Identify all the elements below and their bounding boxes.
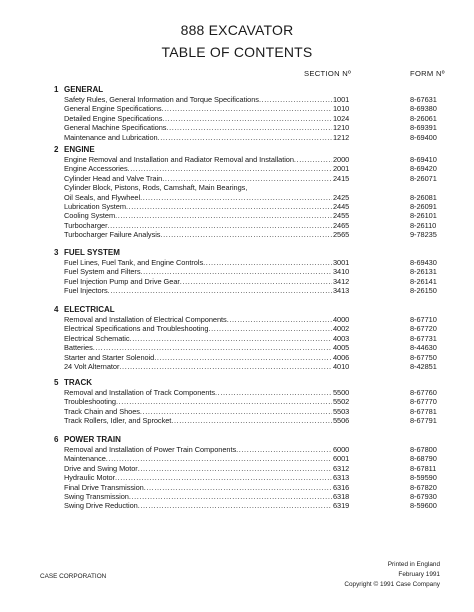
toc-entry — [64, 416, 444, 426]
entry-form-number: 8-67731 — [410, 333, 437, 343]
entry-title: Cylinder Block, Pistons, Rods, Camshaft, Main Bearings, — [64, 183, 248, 193]
entry-title: General Engine Specifications ..... — [64, 104, 354, 114]
entry-form-number: 8-67760 — [410, 388, 437, 397]
entry-section-number: 3413 — [332, 286, 365, 296]
section-name: FUEL SYSTEM — [64, 248, 120, 257]
entry-section-number: 5503 — [332, 407, 365, 417]
entry-section-number: 2465 — [332, 221, 365, 231]
entry-section-number: 2425 — [332, 193, 365, 203]
entry-form-number: 8-26101 — [410, 211, 437, 221]
entry-form-number: 8-67770 — [410, 397, 437, 407]
entry-form-number: 9-78235 — [410, 230, 437, 240]
footer-copyright: Copyright © 1991 Case Company — [344, 581, 440, 588]
entry-section-number: 4002 — [332, 324, 365, 334]
entry-title: Swing Drive Reduction ..... — [64, 501, 354, 511]
section-heading — [54, 305, 115, 314]
entry-title: Swing Transmission ..... — [64, 492, 354, 502]
entry-title: Track Chain and Shoes ..... — [64, 407, 354, 417]
toc-entry — [64, 133, 444, 143]
entry-title: Engine Removal and Installation and Radiator Removal and Installation ..... — [64, 155, 354, 165]
entry-form-number: 8-69391 — [410, 123, 437, 133]
entry-title: Detailed Engine Specifications ..... — [64, 114, 354, 124]
footer-date: February 1991 — [398, 571, 440, 578]
entry-section-number: 5500 — [332, 388, 365, 398]
section-number: 1 — [54, 85, 59, 94]
entry-form-number: 8-26061 — [410, 113, 437, 123]
entry-form-number: 8-26131 — [410, 267, 437, 277]
entry-section-number: 6312 — [332, 464, 365, 474]
entry-section-number: 1210 — [332, 123, 365, 133]
entry-section-number: 6313 — [332, 473, 365, 483]
entry-form-number: 8-26110 — [410, 220, 437, 230]
entry-title: Removal and Installation of Power Train Components ..... — [64, 445, 354, 455]
entry-form-number: 8-59590 — [410, 473, 437, 483]
entry-title: Turbocharger Failure Analysis ..... — [64, 230, 354, 240]
entry-title: Starter and Starter Solenoid ..... — [64, 353, 354, 363]
entry-title: Troubleshooting ..... — [64, 397, 354, 407]
section-heading — [54, 145, 95, 154]
toc-entry — [64, 230, 444, 240]
entry-section-number: 2000 — [332, 155, 365, 165]
entry-title: Fuel Lines, Fuel Tank, and Engine Controls ..... — [64, 258, 354, 268]
entry-form-number: 8-42851 — [410, 362, 437, 371]
entry-title: Fuel Injection Pump and Drive Gear ..... — [64, 277, 354, 287]
section-column-header: SECTION Nº — [304, 69, 352, 78]
toc-entry — [64, 286, 444, 296]
entry-section-number: 1001 — [332, 95, 365, 105]
entry-title: Electrical Specifications and Troubleshooting ..... — [64, 324, 354, 334]
entry-section-number: 4000 — [332, 315, 365, 325]
section-number: 3 — [54, 248, 59, 257]
section-number: 4 — [54, 305, 59, 314]
entry-section-number: 2455 — [332, 211, 365, 221]
entry-section-number: 5502 — [332, 397, 365, 407]
entry-title: Oil Seals, and Flywheel ..... — [64, 193, 354, 203]
entry-section-number: 1010 — [332, 104, 365, 114]
section-number: 6 — [54, 435, 59, 444]
section-number: 2 — [54, 145, 59, 154]
footer-printed: Printed in England — [387, 561, 440, 568]
section-name: POWER TRAIN — [64, 435, 121, 444]
entry-form-number: 8-26071 — [410, 173, 437, 183]
entry-section-number: 5506 — [332, 416, 365, 426]
entry-form-number: 8-67720 — [410, 324, 437, 334]
entry-section-number: 2001 — [332, 164, 365, 174]
entry-form-number: 8-67750 — [410, 352, 437, 362]
entry-section-number: 1212 — [332, 133, 365, 143]
entry-section-number: 3410 — [332, 267, 365, 277]
section-heading — [54, 85, 103, 94]
footer-company: CASE CORPORATION — [40, 573, 107, 580]
section-name: ENGINE — [64, 145, 95, 154]
entry-form-number: 8-44630 — [410, 343, 437, 353]
entry-section-number: 4005 — [332, 343, 365, 353]
entry-title: Batteries ..... — [64, 343, 354, 353]
entry-form-number: 8-69380 — [410, 104, 437, 114]
entry-section-number: 4003 — [332, 334, 365, 344]
entry-form-number: 8-26081 — [410, 192, 437, 202]
entry-section-number: 2415 — [332, 174, 365, 184]
entry-section-number: 6001 — [332, 454, 365, 464]
entry-section-number: 6000 — [332, 445, 365, 455]
entry-title: Turbocharger ..... — [64, 221, 354, 231]
entry-form-number: 8-67930 — [410, 492, 437, 501]
entry-form-number: 8-69410 — [410, 155, 437, 164]
page-title: 888 EXCAVATOR — [180, 22, 294, 38]
section-name: GENERAL — [64, 85, 104, 94]
entry-title: Fuel System and Filters ..... — [64, 267, 354, 277]
entry-title: Maintenance and Lubrication ..... — [64, 133, 354, 143]
entry-section-number: 6318 — [332, 492, 365, 502]
entry-form-number: 8-68790 — [410, 454, 437, 464]
entry-title: Fuel Injectors ..... — [64, 286, 354, 296]
entry-form-number: 8-69430 — [410, 258, 437, 267]
entry-form-number: 8-67781 — [410, 406, 437, 416]
entry-form-number: 8-26141 — [410, 276, 437, 286]
entry-section-number: 2445 — [332, 202, 365, 212]
entry-title: Maintenance ..... — [64, 454, 354, 464]
entry-title: Electrical Schematic ..... — [64, 334, 354, 344]
entry-title: General Machine Specifications ..... — [64, 123, 354, 133]
section-number: 5 — [54, 378, 59, 387]
entry-section-number: 3412 — [332, 277, 365, 287]
entry-title: Safety Rules, General Information and Torque Specifications ..... — [64, 95, 354, 105]
entry-form-number: 8-67791 — [410, 416, 437, 426]
entry-section-number: 6319 — [332, 501, 365, 511]
entry-title: Cylinder Head and Valve Train ..... — [64, 174, 354, 184]
section-name: TRACK — [64, 378, 92, 387]
entry-title: Removal and Installation of Track Components ..... — [64, 388, 354, 398]
section-heading — [54, 378, 92, 387]
section-heading — [54, 248, 120, 257]
entry-section-number: 4006 — [332, 353, 365, 363]
entry-form-number: 8-67811 — [410, 463, 437, 473]
page-subtitle: TABLE OF CONTENTS — [161, 44, 313, 60]
entry-form-number: 8-69420 — [410, 164, 437, 174]
toc-entry — [64, 501, 444, 511]
entry-form-number: 8-67631 — [410, 95, 437, 104]
entry-form-number: 8-67820 — [410, 482, 437, 492]
entry-title: Drive and Swing Motor ..... — [64, 464, 354, 474]
entry-form-number: 8-59600 — [410, 501, 437, 511]
entry-form-number: 8-67800 — [410, 445, 437, 454]
toc-entry — [64, 362, 444, 372]
entry-title: Lubrication System ..... — [64, 202, 354, 212]
entry-title: 24 Volt Alternator ..... — [64, 362, 354, 372]
entry-section-number: 2565 — [332, 230, 365, 240]
entry-title: Removal and Installation of Electrical Components ..... — [64, 315, 354, 325]
entry-form-number: 8-26091 — [410, 202, 437, 211]
entry-title: Final Drive Transmission ..... — [64, 483, 354, 493]
form-column-header: FORM Nº — [410, 69, 445, 78]
entry-form-number: 8-67710 — [410, 315, 437, 324]
entry-form-number: 8-69400 — [410, 132, 437, 142]
entry-title: Engine Accessories ..... — [64, 164, 354, 174]
entry-title: Cooling System ..... — [64, 211, 354, 221]
entry-title: Track Rollers, Idler, and Sprocket ..... — [64, 416, 354, 426]
entry-title: Hydraulic Motor ..... — [64, 473, 354, 483]
entry-section-number: 1024 — [332, 114, 365, 124]
section-heading — [54, 435, 121, 444]
entry-section-number: 3001 — [332, 258, 365, 268]
section-name: ELECTRICAL — [64, 305, 115, 314]
entry-form-number: 8-26150 — [410, 286, 437, 296]
entry-section-number: 6316 — [332, 483, 365, 493]
entry-section-number: 4010 — [332, 362, 365, 372]
